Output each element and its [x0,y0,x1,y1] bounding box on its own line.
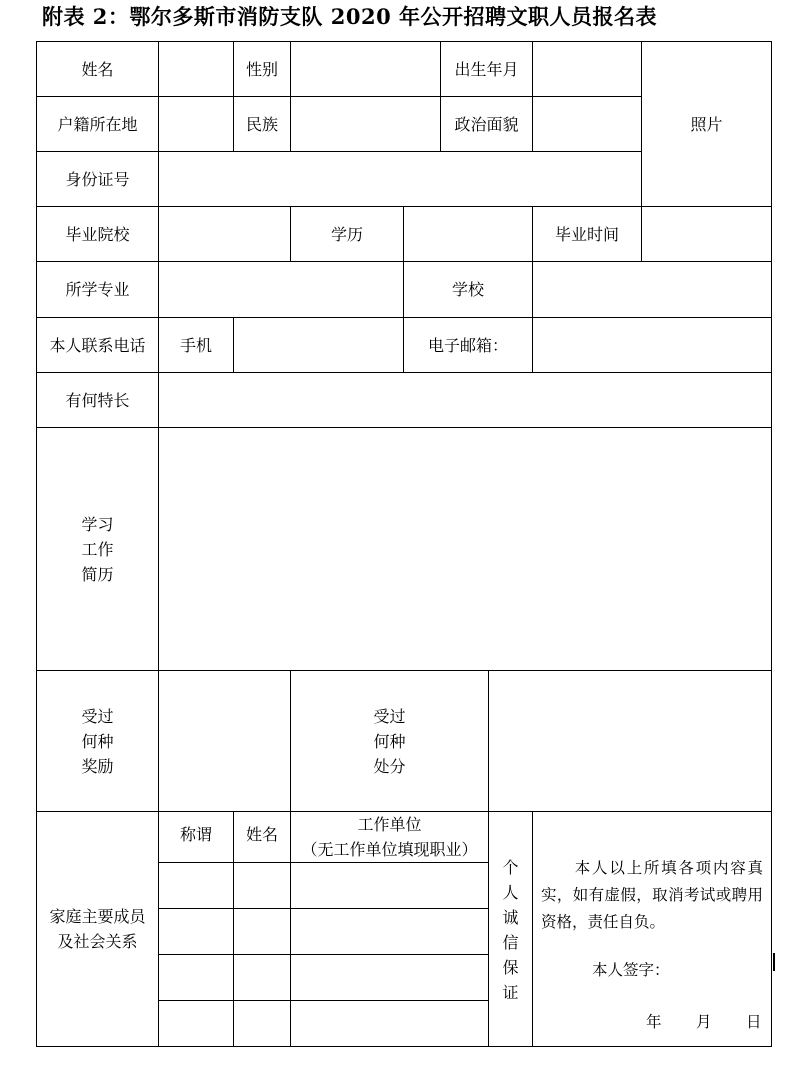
label-awards-line: 何种 [81,731,114,751]
label-grad-school: 毕业院校 [65,224,130,244]
label-school: 学校 [451,280,484,299]
pledge-char: 人 [502,883,519,902]
label-name: 姓名 [81,59,114,79]
family-name-field[interactable] [234,955,290,1000]
date-day-label: 日 [746,1013,762,1031]
label-resume [37,428,158,670]
family-relation-field[interactable] [159,955,233,1000]
header-relation: 称谓 [179,825,212,844]
family-relation-field[interactable] [159,909,233,954]
date-year-label: 年 [646,1013,662,1031]
date-month-label: 月 [696,1013,712,1031]
family-name-field[interactable] [234,863,290,908]
political-field[interactable] [533,97,641,151]
pledge-char: 个 [502,858,519,877]
family-work-unit-field[interactable] [291,909,488,954]
label-resume-line: 学习 [81,514,114,534]
label-resume-line: 工作 [81,539,114,559]
pledge-char: 证 [502,983,519,1002]
label-education: 学历 [330,224,363,244]
resume-field[interactable] [159,428,771,670]
label-photo: 照片 [690,114,723,134]
family-relation-field[interactable] [159,863,233,908]
grad-time-field[interactable] [642,207,771,261]
label-pledge-vertical [489,850,532,1010]
label-email: 电子邮箱： [427,335,508,355]
pledge-statement [541,855,763,936]
label-punishments-line: 何种 [373,731,406,751]
label-id-number: 身份证号 [65,169,130,189]
label-family [37,812,158,1046]
family-name-field[interactable] [234,1001,290,1046]
label-phone: 本人联系电话 [49,335,146,355]
label-punishments-line: 受过 [373,706,406,726]
label-major: 所学专业 [65,280,130,299]
family-name-field[interactable] [234,909,290,954]
label-family-line: 及社会关系 [57,932,138,951]
birth-field[interactable] [533,42,641,96]
hukou-field[interactable] [159,97,233,151]
pledge-char: 信 [502,933,519,952]
pledge-char: 诚 [502,908,519,927]
specialty-field[interactable] [159,373,771,427]
name-field[interactable] [159,42,233,96]
label-birth: 出生年月 [454,59,519,79]
label-hukou: 户籍所在地 [57,114,138,134]
label-ethnicity: 民族 [245,114,278,134]
awards-field[interactable] [159,671,290,811]
major-field[interactable] [159,262,403,317]
label-grad-time: 毕业时间 [554,224,619,244]
label-punishments-line: 处分 [373,756,406,776]
header-work-unit [291,812,488,862]
label-resume-line: 简历 [81,564,114,584]
family-work-unit-field[interactable] [291,863,488,908]
family-relation-field[interactable] [159,1001,233,1046]
family-work-unit-field[interactable] [291,1001,488,1046]
pledge-text: 本人以上所填各项内容真实，如有虚假，取消考试或聘用资格，责任自负。 [541,859,763,931]
label-punishments [291,671,488,811]
pledge-char: 保 [502,958,519,977]
id-number-field[interactable] [159,152,641,206]
label-awards-line: 受过 [81,706,114,726]
label-mobile: 手机 [179,335,212,355]
email-field[interactable] [533,318,771,372]
grad-school-field[interactable] [159,207,290,261]
label-political: 政治面貌 [454,114,519,134]
form-title: 附表 2：鄂尔多斯市消防支队 2020 年公开招聘文职人员报名表 [42,4,657,29]
gender-field[interactable] [291,42,440,96]
label-awards-line: 奖励 [81,756,114,776]
family-work-unit-field[interactable] [291,955,488,1000]
label-awards [37,671,158,811]
school-field[interactable] [533,262,771,317]
label-specialty: 有何特长 [65,390,130,410]
header-work-unit-note: （无工作单位填现职业） [301,840,478,859]
header-work-unit-label: 工作单位 [357,815,422,834]
header-member-name: 姓名 [245,825,278,844]
ethnicity-field[interactable] [291,97,440,151]
text-cursor [773,953,775,971]
signature-label: 本人签字： [592,961,670,979]
punishments-field[interactable] [489,671,771,811]
education-field[interactable] [404,207,532,261]
label-family-line: 家庭主要成员 [49,907,146,926]
label-gender: 性别 [245,59,278,79]
mobile-field[interactable] [234,318,403,372]
